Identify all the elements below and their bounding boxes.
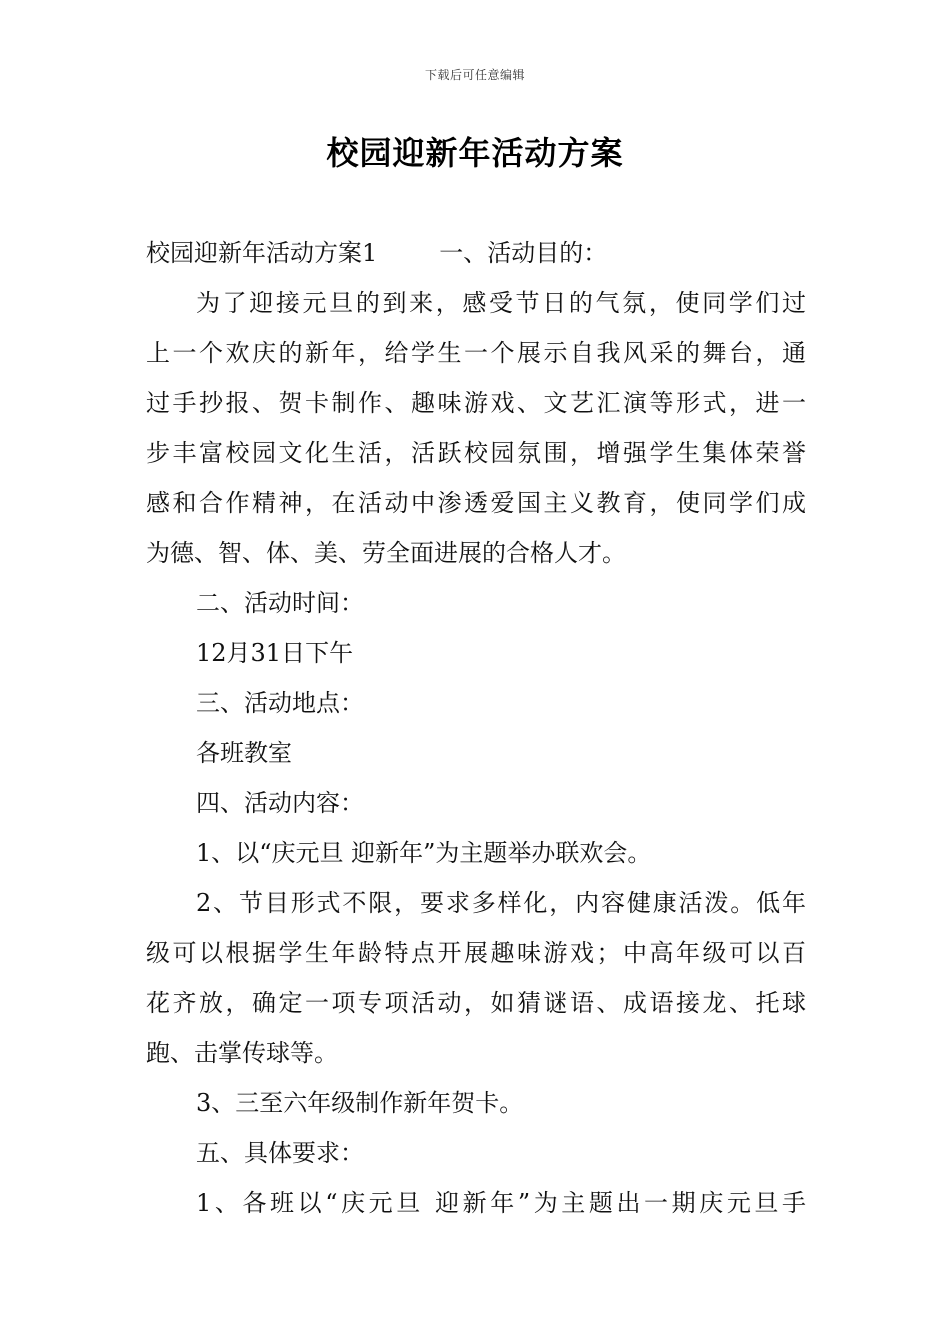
section-heading-requirements: 五、具体要求： bbox=[196, 1139, 364, 1167]
activity-time: 12月31日下午 bbox=[196, 639, 354, 667]
document-body bbox=[146, 228, 806, 1228]
purpose-line: 感和合作精神，在活动中渗透爱国主义教育，使同学们成 bbox=[146, 489, 806, 517]
purpose-line: 过手抄报、贺卡制作、趣味游戏、文艺汇演等形式，进一 bbox=[146, 389, 806, 417]
intro-line bbox=[146, 228, 806, 278]
header-note: 下载后可任意编辑 bbox=[424, 68, 525, 82]
section-heading-time: 二、活动时间： bbox=[196, 589, 364, 617]
plan-label: 校园迎新年活动方案1 bbox=[146, 239, 378, 267]
purpose-line: 上一个欢庆的新年，给学生一个展示自我风采的舞台，通 bbox=[146, 339, 806, 367]
section-heading-purpose: 一、活动目的： bbox=[439, 239, 608, 267]
content-item-2-line: 级可以根据学生年龄特点开展趣味游戏；中高年级可以百 bbox=[146, 939, 806, 967]
section-heading-content: 四、活动内容： bbox=[196, 789, 364, 817]
document-title: 校园迎新年活动方案 bbox=[326, 134, 624, 172]
section-heading-location: 三、活动地点： bbox=[196, 689, 364, 717]
content-item-1: 1、以“庆元旦 迎新年”为主题举办联欢会。 bbox=[196, 839, 652, 867]
activity-location: 各班教室 bbox=[196, 739, 292, 767]
purpose-line: 为了迎接元旦的到来，感受节日的气氛，使同学们过 bbox=[196, 289, 806, 317]
content-item-3: 3、三至六年级制作新年贺卡。 bbox=[196, 1089, 524, 1117]
requirement-item-1: 1、各班以“庆元旦 迎新年”为主题出一期庆元旦手 bbox=[196, 1189, 806, 1217]
content-item-2-line: 跑、击掌传球等。 bbox=[146, 1039, 338, 1067]
purpose-line: 步丰富校园文化生活，活跃校园氛围，增强学生集体荣誉 bbox=[146, 439, 806, 467]
content-item-2-line: 2、节目形式不限，要求多样化，内容健康活泼。低年 bbox=[196, 889, 806, 917]
purpose-line: 为德、智、体、美、劳全面进展的合格人才。 bbox=[146, 539, 626, 567]
content-item-2-line: 花齐放，确定一项专项活动，如猜谜语、成语接龙、托球 bbox=[146, 989, 806, 1017]
